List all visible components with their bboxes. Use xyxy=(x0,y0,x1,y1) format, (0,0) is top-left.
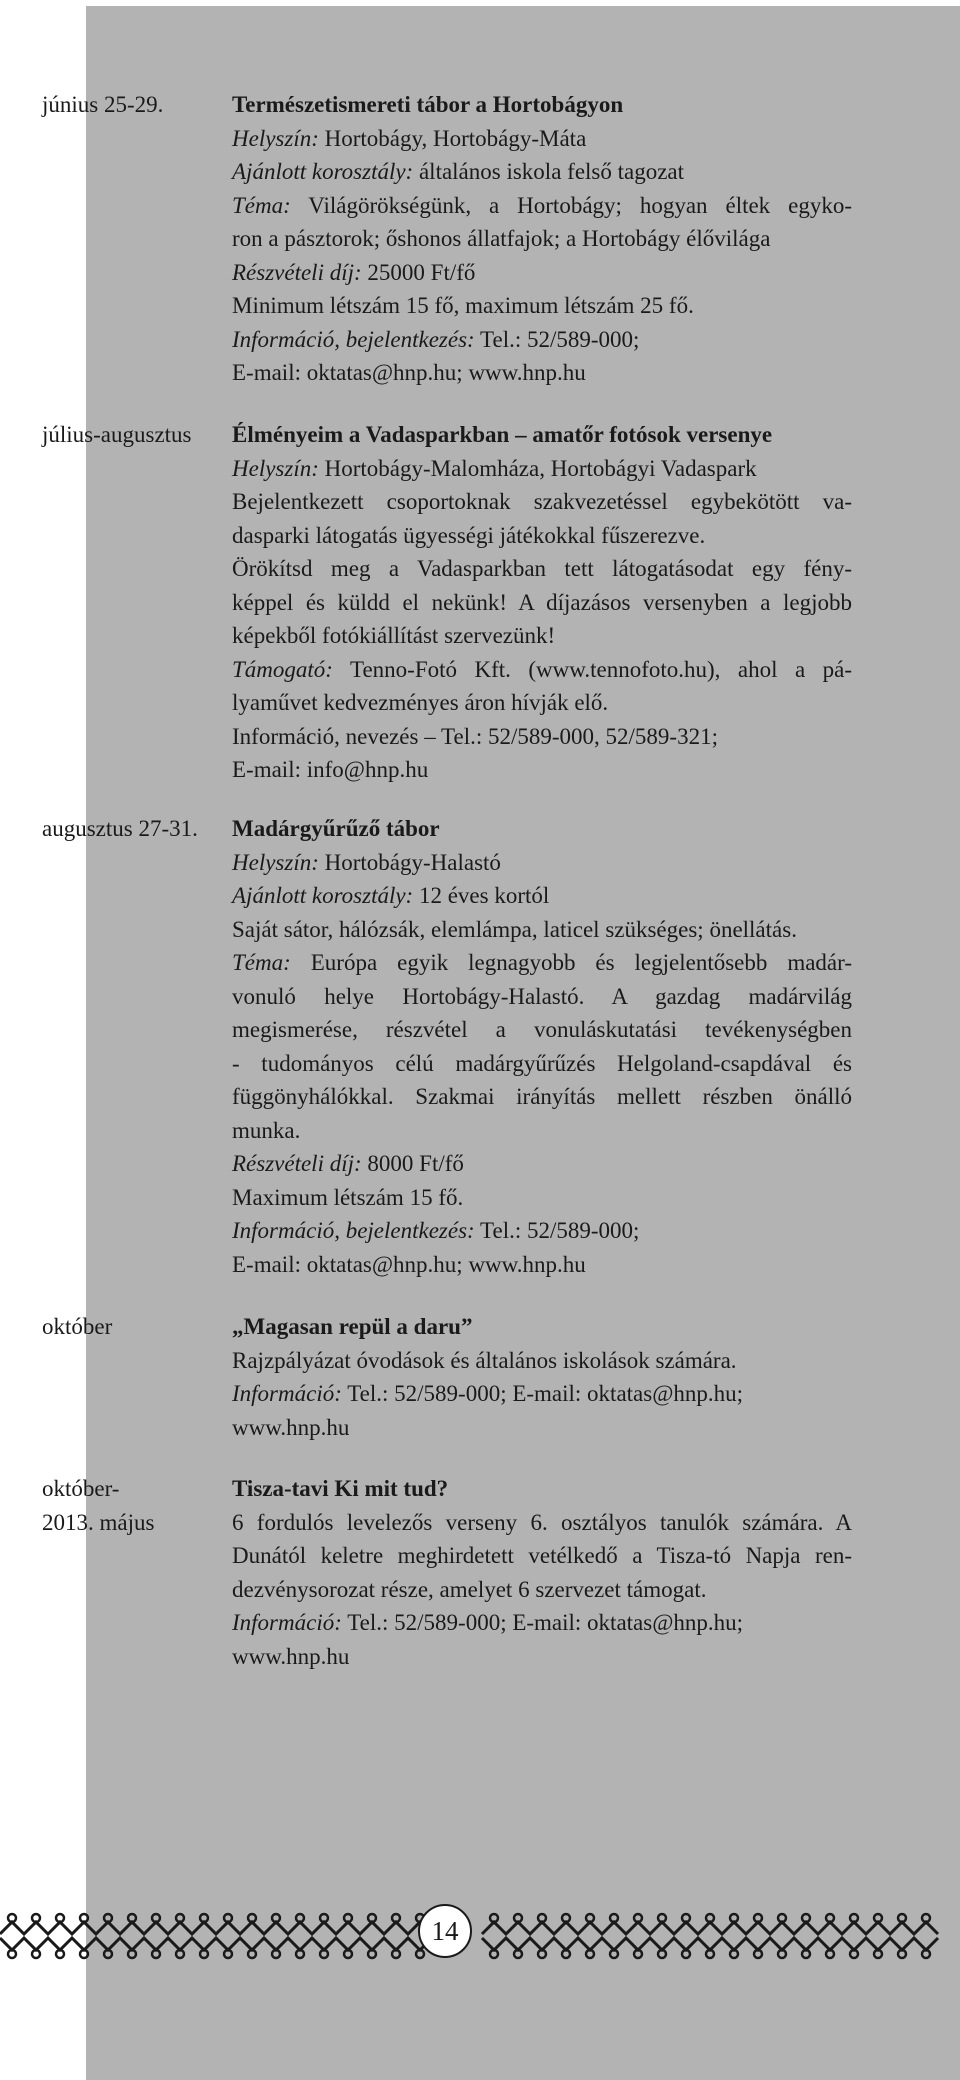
ornament-loop xyxy=(128,1950,136,1958)
field-value: 12 éves kortól xyxy=(413,883,550,908)
event-title-text: Madárgyűrűző tábor xyxy=(232,816,440,841)
event-text-line xyxy=(232,1114,852,1148)
field-label: Információ, bejelentkezés: xyxy=(232,326,475,352)
event-date xyxy=(42,812,198,846)
field-value: www.hnp.hu xyxy=(232,1414,350,1440)
event-entry xyxy=(232,418,852,787)
event-date-line: augusztus 27-31. xyxy=(42,816,198,841)
ornament-loop xyxy=(634,1914,642,1922)
event-text-line xyxy=(232,1047,852,1081)
field-label: Támogató: xyxy=(232,656,333,682)
zigzag-ornament-line xyxy=(482,1938,938,1950)
event-title-text: Tisza-tavi Ki mit tud? xyxy=(232,1476,449,1501)
ornament-loop xyxy=(272,1914,280,1922)
page-number: 14 xyxy=(431,1915,459,1946)
event-title xyxy=(232,812,852,846)
event-text-line xyxy=(232,155,852,189)
event-date-line: július-augusztus xyxy=(42,422,192,447)
event-text-line xyxy=(232,256,852,290)
event-text-line xyxy=(232,619,852,653)
event-text-line xyxy=(232,653,852,687)
event-text-line xyxy=(232,189,852,223)
field-value: 6 fordulós levelezős verseny 6. osztályos tanulók számára. A xyxy=(232,1509,852,1535)
ornament-loop xyxy=(56,1950,64,1958)
field-value: dasparki látogatás ügyességi játékokkal fűszerezve. xyxy=(232,522,706,548)
event-text-line xyxy=(232,686,852,720)
ornament-loop xyxy=(682,1914,690,1922)
event-title xyxy=(232,88,852,122)
ornament-loop xyxy=(104,1950,112,1958)
ornament-loop xyxy=(586,1914,594,1922)
ornament-loop xyxy=(320,1950,328,1958)
event-date xyxy=(42,418,192,452)
ornament-loop xyxy=(344,1914,352,1922)
event-text-line xyxy=(232,1214,852,1248)
ornament-loop xyxy=(658,1950,666,1958)
field-value: Örökítsd meg a Vadasparkban tett látogatásodat egy fény- xyxy=(232,556,852,581)
event-entry xyxy=(232,1310,852,1444)
event-date xyxy=(42,1472,154,1539)
event-text-line xyxy=(232,720,852,754)
ornament-loop xyxy=(514,1950,522,1958)
ornament-loop xyxy=(80,1950,88,1958)
ornament-loop xyxy=(104,1914,112,1922)
field-label: Téma: xyxy=(232,950,291,975)
event-text-line xyxy=(232,452,852,486)
ornament-loop xyxy=(898,1950,906,1958)
ornament-loop xyxy=(802,1950,810,1958)
event-text-line xyxy=(232,552,852,586)
ornament-loop xyxy=(248,1950,256,1958)
event-date-line: október xyxy=(42,1314,113,1339)
ornament-loop xyxy=(850,1950,858,1958)
field-label: Helyszín: xyxy=(232,125,319,151)
ornament-loop xyxy=(8,1914,16,1922)
event-text-line xyxy=(232,485,852,519)
field-value: Világörökségünk, a Hortobágy; hogyan éltek egyko- xyxy=(290,192,852,218)
field-value: E-mail: oktatas@hnp.hu; www.hnp.hu xyxy=(232,360,586,385)
event-date xyxy=(42,1310,112,1344)
field-value: vonuló helye Hortobágy-Halastó. A gazdag madárvilág xyxy=(232,983,852,1009)
field-value: Bejelentkezett csoportoknak szakvezetéssel egybekötött va- xyxy=(232,489,852,514)
ornament-loop xyxy=(826,1914,834,1922)
ornament-loop xyxy=(368,1950,376,1958)
event-text-line xyxy=(232,1181,852,1215)
field-label: Ajánlott korosztály: xyxy=(232,159,414,184)
event-date xyxy=(42,88,163,122)
ornament-loop xyxy=(754,1914,762,1922)
ornament-loop xyxy=(682,1950,690,1958)
event-text-line xyxy=(232,1248,852,1282)
ornament-loop xyxy=(610,1914,618,1922)
ornament-loop xyxy=(634,1950,642,1958)
field-value: Hortobágy-Malomháza, Hortobágyi Vadaspark xyxy=(318,455,757,481)
ornament-loop xyxy=(224,1950,232,1958)
field-value: 8000 Ft/fő xyxy=(361,1151,464,1176)
event-text-line xyxy=(232,586,852,620)
ornament-loop xyxy=(8,1950,16,1958)
field-label: Helyszín: xyxy=(232,849,319,875)
event-date-line: október- xyxy=(42,1476,120,1501)
ornament-loop xyxy=(32,1950,40,1958)
ornament-loop xyxy=(778,1914,786,1922)
field-value: Saját sátor, hálózsák, elemlámpa, laticel szükséges; önellátás. xyxy=(232,916,797,942)
event-text-line xyxy=(232,1411,852,1445)
ornament-loop xyxy=(802,1914,810,1922)
event-text-line xyxy=(232,222,852,256)
field-value: lyaművet kedvezményes áron hívják elő. xyxy=(232,690,609,715)
ornament-loop xyxy=(874,1950,882,1958)
field-value: 25000 Ft/fő xyxy=(361,259,476,285)
field-label: Ajánlott korosztály: xyxy=(232,883,414,908)
ornament-loop xyxy=(562,1950,570,1958)
event-entry xyxy=(232,1472,852,1673)
field-value: Tel.: 52/589-000; E-mail: oktatas@hnp.hu; xyxy=(341,1381,744,1406)
zigzag-ornament-line xyxy=(0,1922,432,1934)
field-value: ron a pásztorok; őshonos állatfajok; a Hortobágy élővilága xyxy=(232,226,771,251)
ornament-loop xyxy=(272,1950,280,1958)
field-value: képpel és küldd el nekünk! A díjazásos versenyben a legjobb xyxy=(232,589,852,615)
event-text-line xyxy=(232,1573,852,1607)
ornament-loop xyxy=(248,1914,256,1922)
ornament-loop xyxy=(922,1914,930,1922)
field-value: megismerése, részvétel a vonuláskutatási tevékenységben xyxy=(232,1017,852,1042)
event-date-line: június 25-29. xyxy=(42,92,164,117)
event-text-line xyxy=(232,1344,852,1378)
decorative-border-ornament xyxy=(0,1908,960,1960)
ornament-loop xyxy=(176,1950,184,1958)
event-text-line xyxy=(232,753,852,787)
ornament-loop xyxy=(778,1950,786,1958)
ornament-loop xyxy=(562,1914,570,1922)
event-text-line xyxy=(232,1080,852,1114)
ornament-loop xyxy=(152,1914,160,1922)
field-value: Tenno-Fotó Kft. (www.tennofoto.hu), ahol a pá- xyxy=(332,656,852,682)
ornament-loop xyxy=(874,1914,882,1922)
ornament-loop xyxy=(176,1914,184,1922)
ornament-loop xyxy=(706,1950,714,1958)
field-value: dezvénysorozat része, amelyet 6 szervezet támogat. xyxy=(232,1576,707,1602)
event-text-line xyxy=(232,980,852,1014)
field-value: Tel.: 52/589-000; E-mail: oktatas@hnp.hu; xyxy=(341,1610,744,1635)
ornament-loop xyxy=(56,1914,64,1922)
ornament-loop xyxy=(754,1950,762,1958)
field-value: E-mail: info@hnp.hu xyxy=(232,757,429,782)
field-label: Információ: xyxy=(232,1610,342,1635)
ornament-loop xyxy=(320,1914,328,1922)
event-text-line xyxy=(232,122,852,156)
field-label: Információ: xyxy=(232,1381,342,1406)
event-date-line: 2013. május xyxy=(42,1509,155,1535)
event-text-line xyxy=(232,519,852,553)
ornament-loop xyxy=(490,1914,498,1922)
ornament-loop xyxy=(200,1914,208,1922)
ornament-loop xyxy=(128,1914,136,1922)
field-value: Hortobágy-Halastó xyxy=(318,849,501,875)
field-value: Tel.: 52/589-000; xyxy=(474,326,640,352)
ornament-loop xyxy=(706,1914,714,1922)
event-title xyxy=(232,1310,852,1344)
event-text-line xyxy=(232,1147,852,1181)
field-value: függönyhálókkal. Szakmai irányítás mellett részben önálló xyxy=(232,1084,852,1109)
ornament-loop xyxy=(538,1914,546,1922)
field-value: Tel.: 52/589-000; xyxy=(474,1218,640,1243)
field-label: Részvételi díj: xyxy=(232,259,362,285)
event-text-line xyxy=(232,1640,852,1674)
field-value: Hortobágy, Hortobágy-Máta xyxy=(318,125,587,151)
event-text-line xyxy=(232,846,852,880)
field-value: E-mail: oktatas@hnp.hu; www.hnp.hu xyxy=(232,1251,586,1277)
field-value: munka. xyxy=(232,1117,301,1143)
zigzag-ornament-line xyxy=(0,1938,432,1950)
ornament-loop xyxy=(730,1914,738,1922)
event-title-text: Természetismereti tábor a Hortobágyon xyxy=(232,92,624,117)
field-value: Minimum létszám 15 fő, maximum létszám 25 fő. xyxy=(232,293,694,318)
field-value: Dunától keletre meghirdetett vetélkedő a Tisza-tó Napja ren- xyxy=(232,1543,852,1568)
event-entry xyxy=(232,88,852,390)
field-value: képekből fotókiállítást szervezünk! xyxy=(232,623,556,648)
event-text-line xyxy=(232,289,852,323)
event-text-line xyxy=(232,356,852,390)
ornament-loop xyxy=(392,1950,400,1958)
ornament-loop xyxy=(224,1914,232,1922)
ornament-loop xyxy=(610,1950,618,1958)
event-text-line xyxy=(232,1606,852,1640)
field-value: - tudományos célú madárgyűrűzés Helgoland-csapdával és xyxy=(232,1050,852,1076)
event-text-line xyxy=(232,946,852,980)
event-text-line xyxy=(232,879,852,913)
event-text-line xyxy=(232,1539,852,1573)
ornament-loop xyxy=(32,1914,40,1922)
field-value: Maximum létszám 15 fő. xyxy=(232,1184,464,1210)
field-value: Információ, nevezés – Tel.: 52/589-000, 52/589-321; xyxy=(232,723,718,749)
ornament-loop xyxy=(392,1914,400,1922)
field-label: Helyszín: xyxy=(232,455,319,481)
ornament-loop xyxy=(368,1914,376,1922)
event-entry xyxy=(232,812,852,1281)
field-value: Rajzpályázat óvodások és általános iskolások számára. xyxy=(232,1347,737,1373)
event-title xyxy=(232,418,852,452)
ornament-loop xyxy=(850,1914,858,1922)
field-value: www.hnp.hu xyxy=(232,1643,350,1669)
field-label: Részvételi díj: xyxy=(232,1151,362,1176)
event-title-text: „Magasan repül a daru” xyxy=(232,1314,473,1339)
field-value: általános iskola felső tagozat xyxy=(413,159,685,184)
ornament-loop xyxy=(296,1914,304,1922)
ornament-loop xyxy=(296,1950,304,1958)
event-text-line xyxy=(232,913,852,947)
ornament-loop xyxy=(344,1950,352,1958)
ornament-loop xyxy=(416,1950,424,1958)
ornament-loop xyxy=(152,1950,160,1958)
field-label: Információ, bejelentkezés: xyxy=(232,1218,475,1243)
ornament-loop xyxy=(658,1914,666,1922)
ornament-loop xyxy=(538,1950,546,1958)
event-text-line xyxy=(232,1506,852,1540)
ornament-loop xyxy=(730,1950,738,1958)
ornament-loop xyxy=(200,1950,208,1958)
ornament-loop xyxy=(80,1914,88,1922)
field-value: Európa egyik legnagyobb és legjelentősebb madár- xyxy=(290,950,852,975)
event-title-text: Élményeim a Vadasparkban – amatőr fotósok versenye xyxy=(232,422,773,447)
field-label: Téma: xyxy=(232,192,291,218)
ornament-loop xyxy=(826,1950,834,1958)
ornament-loop xyxy=(490,1950,498,1958)
zigzag-ornament-line xyxy=(482,1922,938,1934)
event-text-line xyxy=(232,1377,852,1411)
event-text-line xyxy=(232,1013,852,1047)
ornament-loop xyxy=(514,1914,522,1922)
event-text-line xyxy=(232,323,852,357)
ornament-loop xyxy=(898,1914,906,1922)
ornament-loop xyxy=(586,1950,594,1958)
ornament-loop xyxy=(922,1950,930,1958)
event-title xyxy=(232,1472,852,1506)
page-number-badge xyxy=(418,1904,472,1958)
